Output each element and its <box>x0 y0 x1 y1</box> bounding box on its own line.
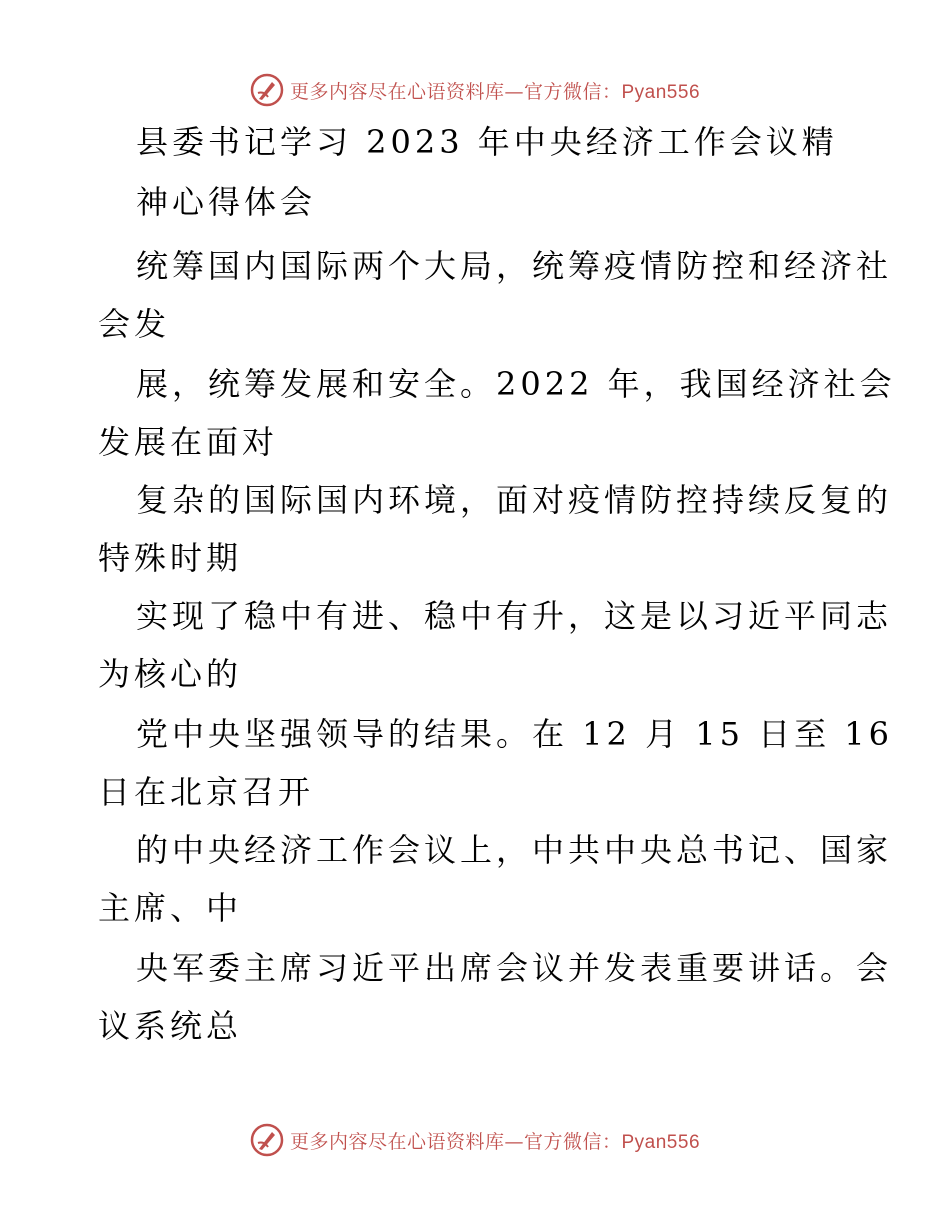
paragraph-line: 发展在面对 <box>98 423 279 461</box>
watermark-text: 更多内容尽在心语资料库—官方微信：Pyan556 <box>289 1130 701 1153</box>
paragraph-line: 央军委主席习近平出席会议并发表重要讲话。会 <box>136 949 893 987</box>
paragraph-line: 党中央坚强领导的结果。在 12 月 15 日至 16 <box>136 715 894 753</box>
paragraph-line: 为核心的 <box>98 655 243 693</box>
paragraph-line: 日在北京召开 <box>98 773 315 811</box>
paragraph-line: 展，统筹发展和安全。2022 年，我国经济社会 <box>136 365 896 403</box>
paragraph-line: 的中央经济工作会议上，中共中央总书记、国家 <box>136 831 893 869</box>
paragraph-line: 会发 <box>98 305 171 343</box>
paragraph-line: 特殊时期 <box>98 539 243 577</box>
paragraph-line: 统筹国内国际两个大局，统筹疫情防控和经济社 <box>136 247 893 285</box>
title-line-2: 神心得体会 <box>136 183 317 221</box>
title-line-1: 县委书记学习 2023 年中央经济工作会议精 <box>136 123 838 161</box>
paragraph-line: 议系统总 <box>98 1007 243 1045</box>
header-watermark <box>0 70 950 110</box>
paragraph-line: 主席、中 <box>98 889 243 927</box>
paragraph-line: 复杂的国际国内环境，面对疫情防控持续反复的 <box>136 481 893 519</box>
watermark-text: 更多内容尽在心语资料库—官方微信：Pyan556 <box>289 80 701 103</box>
paragraph-line: 实现了稳中有进、稳中有升，这是以习近平同志 <box>136 597 893 635</box>
quill-pen-logo-icon <box>250 1123 284 1157</box>
footer-watermark <box>0 1120 950 1160</box>
quill-pen-logo-icon <box>250 73 284 107</box>
